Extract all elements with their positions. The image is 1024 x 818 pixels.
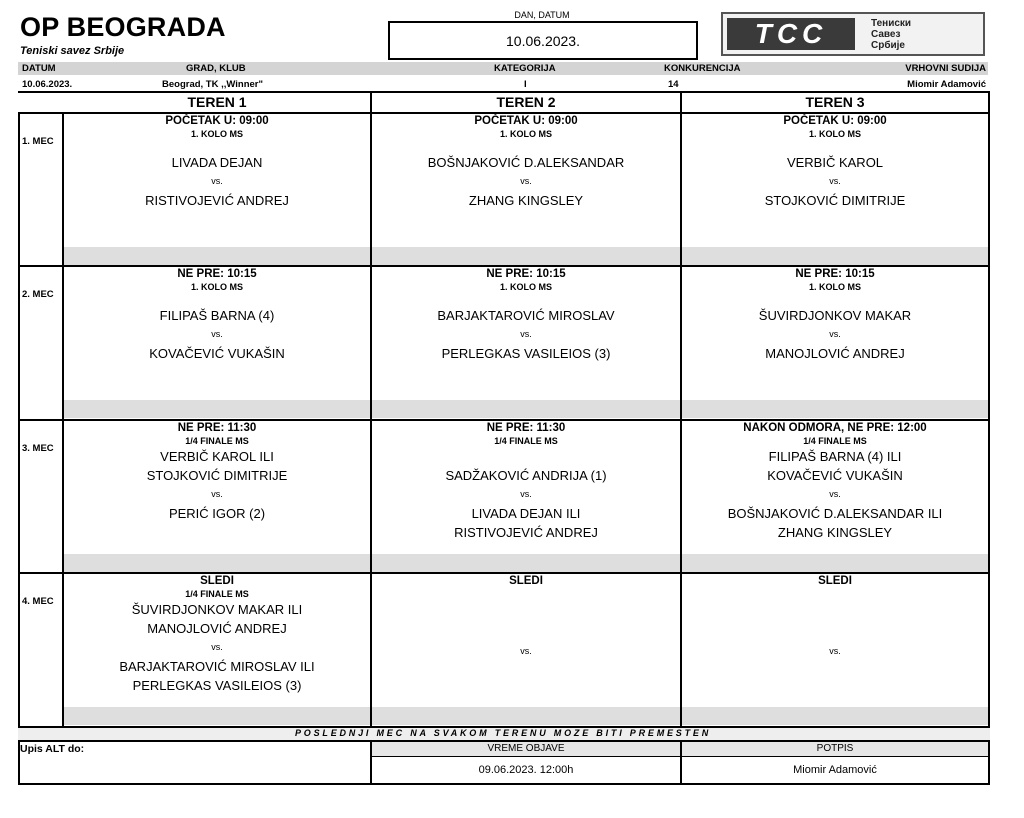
upis-label: Upis ALT do: bbox=[20, 743, 85, 755]
round-label: 1/4 FINALE MS bbox=[803, 436, 867, 446]
grid-line bbox=[988, 740, 990, 785]
cell-footer-band bbox=[682, 554, 988, 572]
start-time: POČETAK U: 09:00 bbox=[783, 115, 887, 127]
start-time: NE PRE: 11:30 bbox=[486, 422, 566, 434]
vs-label: vs. bbox=[829, 176, 841, 186]
cell-footer-band bbox=[372, 554, 680, 572]
player-name: KOVAČEVIĆ VUKAŠIN bbox=[767, 468, 903, 483]
round-label: 1. KOLO MS bbox=[499, 129, 552, 139]
start-time: SLEDI bbox=[818, 575, 852, 587]
match-cell bbox=[64, 115, 370, 210]
start-time: POČETAK U: 09:00 bbox=[165, 115, 269, 127]
grid-line bbox=[18, 419, 990, 421]
player-name: MANOJLOVIĆ ANDREJ bbox=[765, 346, 905, 361]
match-cell bbox=[372, 575, 680, 661]
player-name: FILIPAŠ BARNA (4) bbox=[159, 308, 275, 323]
start-time: SLEDI bbox=[200, 575, 234, 587]
cell-footer-band bbox=[372, 707, 680, 725]
start-time: NE PRE: 10:15 bbox=[177, 268, 257, 280]
players bbox=[64, 153, 370, 210]
cell-footer-band bbox=[372, 400, 680, 418]
player-name: PERIĆ IGOR (2) bbox=[168, 506, 266, 521]
potpis-label: POTPIS bbox=[816, 743, 854, 754]
tss-logo bbox=[721, 12, 985, 56]
players bbox=[682, 153, 988, 210]
vs-label: vs. bbox=[520, 489, 532, 499]
match-cell bbox=[64, 422, 370, 523]
court-header-2: TEREN 2 bbox=[496, 94, 556, 110]
cell-footer-band bbox=[64, 707, 370, 725]
start-time: SLEDI bbox=[509, 575, 543, 587]
vs-label: vs. bbox=[520, 176, 532, 186]
start-time: NAKON ODMORA, NE PRE: 12:00 bbox=[743, 422, 927, 434]
match-cell bbox=[682, 115, 988, 210]
court-header-3: TEREN 3 bbox=[805, 94, 865, 110]
player-name: STOJKOVIĆ DIMITRIJE bbox=[146, 468, 288, 483]
grid-line bbox=[680, 740, 682, 785]
grid-line bbox=[18, 265, 990, 267]
match-cell bbox=[682, 268, 988, 363]
kategorija-label: KATEGORIJA bbox=[494, 63, 556, 74]
date-label: DAN, DATUM bbox=[514, 10, 570, 20]
players bbox=[372, 642, 680, 661]
vs-label: vs. bbox=[211, 329, 223, 339]
player-name: BARJAKTAROVIĆ MIROSLAV ILI bbox=[119, 659, 315, 674]
match-cell bbox=[682, 575, 988, 661]
player-name: BARJAKTAROVIĆ MIROSLAV bbox=[437, 308, 615, 323]
vs-label: vs. bbox=[829, 329, 841, 339]
vs-label: vs. bbox=[520, 329, 532, 339]
match-row-label: 3. MEC bbox=[22, 443, 54, 454]
vs-label: vs. bbox=[211, 176, 223, 186]
cell-footer-band bbox=[682, 707, 988, 725]
start-time: NE PRE: 11:30 bbox=[177, 422, 257, 434]
footer-note: POSLEDNJI MEC NA SVAKOM TERENU MOZE BITI PREMESTEN bbox=[294, 728, 712, 738]
vs-label: vs. bbox=[829, 646, 841, 656]
player-name: FILIPAŠ BARNA (4) ILI bbox=[768, 449, 902, 464]
round-label: 1/4 FINALE MS bbox=[494, 436, 558, 446]
vreme-label: VREME OBJAVE bbox=[487, 743, 565, 754]
round-label: 1. KOLO MS bbox=[190, 282, 243, 292]
players bbox=[682, 642, 988, 661]
round-label: 1/4 FINALE MS bbox=[185, 589, 249, 599]
player-name: BOŠNJAKOVIĆ D.ALEKSANDAR bbox=[427, 155, 625, 170]
cell-footer-band bbox=[64, 247, 370, 265]
logo-caption bbox=[871, 18, 911, 51]
logo-line: Србије bbox=[871, 40, 905, 51]
player-name: VERBIČ KAROL ILI bbox=[160, 449, 274, 464]
grid-line bbox=[18, 740, 20, 785]
match-cell bbox=[64, 268, 370, 363]
grid-line bbox=[18, 91, 990, 93]
sudija-label: VRHOVNI SUDIJA bbox=[905, 63, 986, 74]
players bbox=[64, 306, 370, 363]
player-name: ZHANG KINGSLEY bbox=[777, 525, 893, 540]
players bbox=[64, 447, 370, 523]
cell-footer-band bbox=[64, 554, 370, 572]
konkurencija-value: 14 bbox=[668, 79, 679, 90]
player-name: KOVAČEVIĆ VUKAŠIN bbox=[149, 346, 285, 361]
cell-footer-band bbox=[64, 400, 370, 418]
vs-label: vs. bbox=[829, 489, 841, 499]
player-name: ŠUVIRDJONKOV MAKAR bbox=[758, 308, 912, 323]
kategorija-value: I bbox=[524, 79, 527, 90]
player-name: PERLEGKAS VASILEIOS (3) bbox=[441, 346, 611, 361]
player-name: LIVADA DEJAN bbox=[171, 155, 263, 170]
start-time: NE PRE: 10:15 bbox=[795, 268, 875, 280]
player-name: STOJKOVIĆ DIMITRIJE bbox=[764, 193, 906, 208]
players bbox=[64, 600, 370, 695]
player-name: RISTIVOJEVIĆ ANDREJ bbox=[145, 193, 289, 208]
logo-text: TCC bbox=[754, 18, 828, 49]
grid-line bbox=[18, 572, 990, 574]
player-name: RISTIVOJEVIĆ ANDREJ bbox=[454, 525, 598, 540]
vreme-value: 09.06.2023. 12:00h bbox=[478, 764, 574, 776]
match-cell bbox=[682, 422, 988, 542]
match-row-label: 1. MEC bbox=[22, 136, 54, 147]
players bbox=[372, 466, 680, 542]
match-cell bbox=[64, 575, 370, 695]
grad-value: Beograd, TK ,,Winner" bbox=[162, 79, 264, 90]
vs-label: vs. bbox=[211, 642, 223, 652]
vs-label: vs. bbox=[520, 646, 532, 656]
round-label: 1. KOLO MS bbox=[499, 282, 552, 292]
logo-line: Савез bbox=[871, 29, 901, 40]
cell-footer-band bbox=[372, 247, 680, 265]
player-name: MANOJLOVIĆ ANDREJ bbox=[147, 621, 287, 636]
players bbox=[682, 447, 988, 542]
court-header-1: TEREN 1 bbox=[187, 94, 247, 110]
page-title: OP BEOGRADA bbox=[20, 12, 226, 42]
round-label: 1. KOLO MS bbox=[190, 129, 243, 139]
date-box bbox=[388, 21, 698, 60]
match-cell bbox=[372, 268, 680, 363]
round-label: 1. KOLO MS bbox=[808, 282, 861, 292]
potpis-value: Miomir Adamović bbox=[793, 764, 877, 776]
player-name: ZHANG KINGSLEY bbox=[468, 193, 584, 208]
logo-mark bbox=[727, 18, 855, 50]
konkurencija-label: KONKURENCIJA bbox=[664, 63, 741, 74]
sudija-value: Miomir Adamović bbox=[907, 79, 986, 90]
start-time: NE PRE: 10:15 bbox=[486, 268, 566, 280]
match-cell bbox=[372, 422, 680, 542]
grid-line bbox=[18, 112, 20, 728]
players bbox=[372, 153, 680, 210]
grad-label: GRAD, KLUB bbox=[186, 63, 246, 74]
datum-label: DATUM bbox=[22, 63, 56, 74]
logo-line: Тениски bbox=[871, 18, 912, 29]
player-name: LIVADA DEJAN ILI bbox=[471, 506, 581, 521]
match-row-label: 4. MEC bbox=[22, 596, 54, 607]
players bbox=[682, 306, 988, 363]
round-label: 1. KOLO MS bbox=[808, 129, 861, 139]
player-name: BOŠNJAKOVIĆ D.ALEKSANDAR ILI bbox=[727, 506, 943, 521]
grid-line bbox=[370, 740, 372, 785]
start-time: POČETAK U: 09:00 bbox=[474, 115, 578, 127]
match-row-label: 2. MEC bbox=[22, 289, 54, 300]
vs-label: vs. bbox=[211, 489, 223, 499]
grid-line bbox=[18, 783, 990, 785]
player-name: ŠUVIRDJONKOV MAKAR ILI bbox=[131, 602, 303, 617]
player-name: SADŽAKOVIĆ ANDRIJA (1) bbox=[445, 468, 607, 483]
player-name: PERLEGKAS VASILEIOS (3) bbox=[132, 678, 302, 693]
date-value: 10.06.2023. bbox=[506, 32, 580, 49]
datum-value: 10.06.2023. bbox=[22, 79, 73, 90]
player-name: VERBIČ KAROL bbox=[786, 155, 884, 170]
cell-footer-band bbox=[682, 247, 988, 265]
round-label: 1/4 FINALE MS bbox=[185, 436, 249, 446]
grid-line bbox=[988, 91, 990, 728]
cell-footer-band bbox=[682, 400, 988, 418]
players bbox=[372, 306, 680, 363]
match-cell bbox=[372, 115, 680, 210]
grid-line bbox=[18, 112, 990, 114]
page-subtitle: Teniski savez Srbije bbox=[20, 45, 125, 57]
